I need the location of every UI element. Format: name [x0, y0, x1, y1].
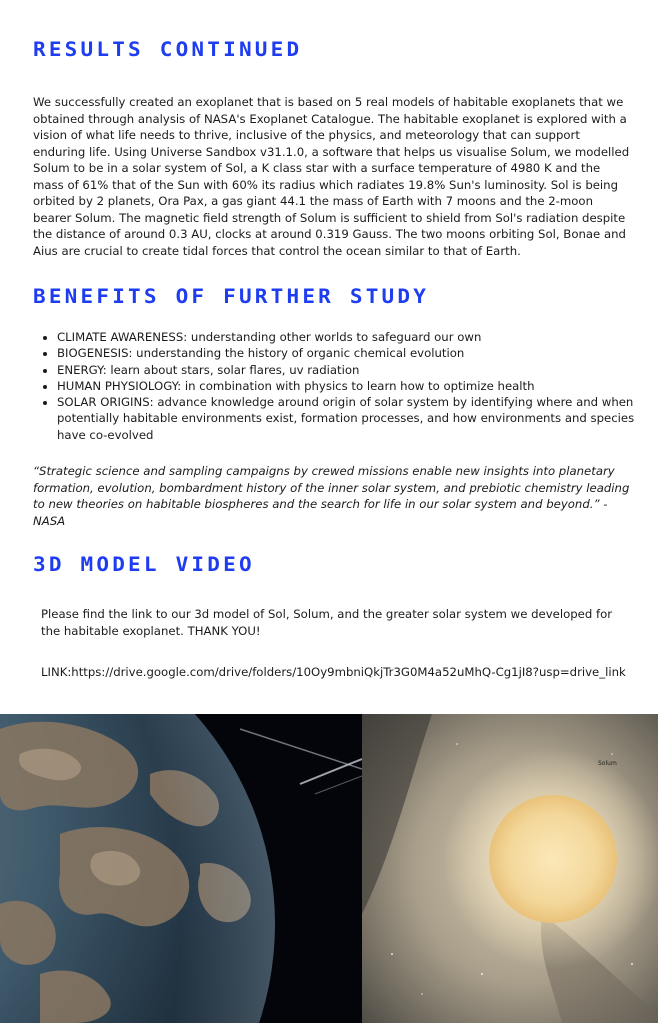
benefit-item: • ENERGY: learn about stars, solar flares, uv radiation: [57, 362, 657, 378]
benefit-item: • HUMAN PHYSIOLOGY: in combination with physics to learn how to optimize health: [57, 378, 657, 394]
solum-label: Solum: [598, 760, 617, 767]
star-render-graphic: [362, 714, 658, 1023]
video-paragraph: Please find the link to our 3d model of Sol, Solum, and the greater solar system we developed for the habitable exoplanet. THANK YOU!: [41, 607, 613, 638]
model-renders: [0, 714, 658, 1023]
benefits-heading: BENEFITS OF FURTHER STUDY: [33, 285, 430, 308]
nasa-quote: “Strategic science and sampling campaigns by crewed missions enable new insights into planetary formation, evolution, bombardment history of the inner solar system, and prebiotic chemistry leading to new theories on habitable biospheres and the search for life in our solar system and beyond.” - NASA: [33, 464, 630, 528]
planet-render-graphic: [0, 714, 362, 1023]
planet-render: [0, 714, 362, 1023]
star-render: [362, 714, 658, 1023]
results-paragraph: We successfully created an exoplanet that is based on 5 real models of habitable exoplanets that we obtained through analysis of NASA's Exoplanet Catalogue. The habitable exoplanet is explored with a vision of what life needs to thrive, inclusive of the physics, and meteorology that can support enduring life. Using Universe Sandbox v31.1.0, a software that helps us visualise Solum, we modelled Solum to be in a solar system of Sol, a K class star with a surface temperature of 4980 K and the mass of 61% that of the Sun with 60% its radius which radiates 19.8% Sun's luminosity. Sol is being orbited by 2 planets, Ora Pax, a gas giant 44.1 the mass of Earth with 7 moons and the 2-moon bearer Solum. The magnetic field strength of Solum is sufficient to shield from Sol's radiation despite the distance of around 0.3 AU, clocks at around 0.319 Gauss. The two moons orbiting Sol, Bonae and Aius are crucial to create tidal forces that control the ocean similar to that of Earth.: [33, 95, 630, 258]
benefit-item: • SOLAR ORIGINS: advance knowledge around origin of solar system by identifying where and when potentially habitable environments exist, formation processes, and how environments and species have co-evolved: [57, 394, 657, 443]
benefit-item: • BIOGENESIS: understanding the history of organic chemical evolution: [57, 345, 657, 361]
drive-link[interactable]: LINK:https://drive.google.com/drive/folders/10Oy9mbniQkjTr3G0M4a52uMhQ-Cg1jI8?usp=drive_link: [41, 665, 626, 679]
benefit-item: • CLIMATE AWARENESS: understanding other worlds to safeguard our own: [57, 329, 657, 345]
benefits-list: [33, 329, 657, 443]
results-continued-heading: RESULTS CONTINUED: [33, 38, 303, 61]
video-heading: 3D MODEL VIDEO: [33, 553, 255, 576]
